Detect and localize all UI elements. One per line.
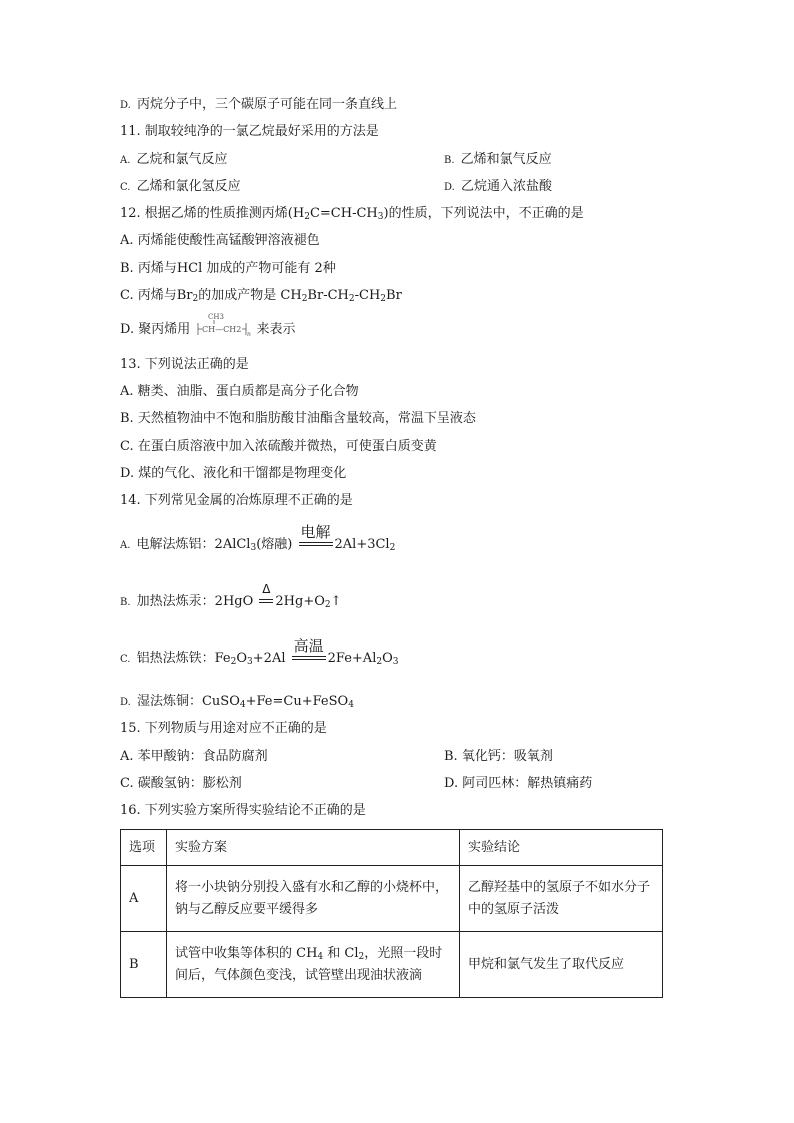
q11-option-b [444,152,552,169]
reaction-condition-high-temp: 高温 [292,651,326,667]
experiment-table [120,829,663,998]
table-row [121,932,663,998]
q11-option-d [444,179,552,196]
option-text: 丙烷分子中，三个碳原子可能在同一条直线上 [136,97,397,112]
q13-option-c: C. 在蛋白质溶液中加入浓硫酸并微热，可使蛋白质变黄 [120,439,437,454]
poly-chain-label: CH—CH2 [202,324,242,334]
table-header-row [121,830,663,866]
option-label: A. [120,155,131,166]
table-header-cell: 实验方案 [167,830,460,866]
q14-option-a: A. 电解法炼铝：2AlCl$_3$(熔融) 电解 $2Al+3Cl_2$ [120,523,396,553]
q13-option-b: B. 天然植物油中不饱和脂肪酸甘油酯含量较高，常温下呈液态 [120,411,476,426]
reaction-condition-heat: Δ [259,594,273,610]
option-text: 乙烷通入浓盐酸 [460,179,552,194]
q13-stem: 13. 下列说法正确的是 [120,357,249,372]
table-cell-option: A [121,866,167,932]
table-header-cell: 实验结论 [460,830,663,866]
q15-option-d: D. 阿司匹林：解热镇痛药 [444,776,593,791]
polypropylene-structure [194,311,252,337]
q15-option-b: B. 氧化钙：吸氧剂 [444,749,553,764]
poly-methyl-label: CH3 [208,312,225,321]
table-cell-plan: 试管中收集等体积的 $CH_4$ 和 $Cl_2$，光照一段时间后，气体颜色变浅，试管壁出现油状液滴 [167,932,460,998]
q15-option-c: C. 碳酸氢钠：膨松剂 [120,776,242,791]
option-text: 乙烯和氯气反应 [460,152,552,167]
option-label: D. [120,100,131,111]
table-cell-conclusion: 乙醇羟基中的氢原子不如水分子中的氢原子活泼 [460,866,663,932]
option-label: D. [444,182,455,193]
q14-stem: 14. 下列常见金属的冶炼原理不正确的是 [120,493,353,508]
q10-option-d [120,97,397,114]
poly-n-label: n [247,330,252,337]
q12-option-c: C. 丙烯与$Br_2$的加成产物是 $CH_2Br-CH_2-CH_2Br$ [120,288,402,304]
option-label: B. [444,155,455,166]
table-cell-conclusion: 甲烷和氯气发生了取代反应 [460,932,663,998]
q14-option-b: B. 加热法炼汞：2HgO Δ $2Hg+O_2↑$ [120,582,342,610]
option-label: C. [120,182,131,193]
q16-stem: 16. 下列实验方案所得实验结论不正确的是 [120,803,366,818]
table-cell-option: B [121,932,167,998]
option-text: 乙烷和氯气反应 [136,152,228,167]
q14-option-c: C. 铝热法炼铁：$Fe_2O_3+2Al$ 高温 $2Fe+Al_2O_3$ [120,637,399,667]
q13-option-d: D. 煤的气化、液化和干馏都是物理变化 [120,466,347,481]
table-row [121,866,663,932]
option-text: 乙烯和氯化氢反应 [136,179,241,194]
q11-option-c [120,179,241,196]
q14-option-d: D. 湿法炼铜：CuSO$_4$+Fe=Cu+FeSO$_4$ [120,694,354,710]
q12-option-d: D. 聚丙烯用 CH3 CH—CH2 n 来表示 [120,312,296,337]
q15-option-a: A. 苯甲酸钠：食品防腐剂 [120,749,268,764]
q15-stem: 15. 下列物质与用途对应不正确的是 [120,721,327,736]
table-cell-plan: 将一小块钠分别投入盛有水和乙醇的小烧杯中，钠与乙醇反应要平缓得多 [167,866,460,932]
table-header-cell: 选项 [121,830,167,866]
q11-stem: 11. 制取较纯净的一氯乙烷最好采用的方法是 [120,124,379,139]
q11-option-a [120,152,228,169]
q12-stem: 12. 根据乙烯的性质推测丙烯$(H_2C=CH-CH_3)$的性质，下列说法中，不正确的是 [120,206,584,222]
q12-option-b: B. 丙烯与HCl 加成的产物可能有 2种 [120,261,336,276]
q12-option-a: A. 丙烯能使酸性高锰酸钾溶液褪色 [120,233,320,248]
reaction-condition-electrolysis: 电解 [299,537,333,553]
q13-option-a: A. 糖类、油脂、蛋白质都是高分子化合物 [120,384,359,399]
